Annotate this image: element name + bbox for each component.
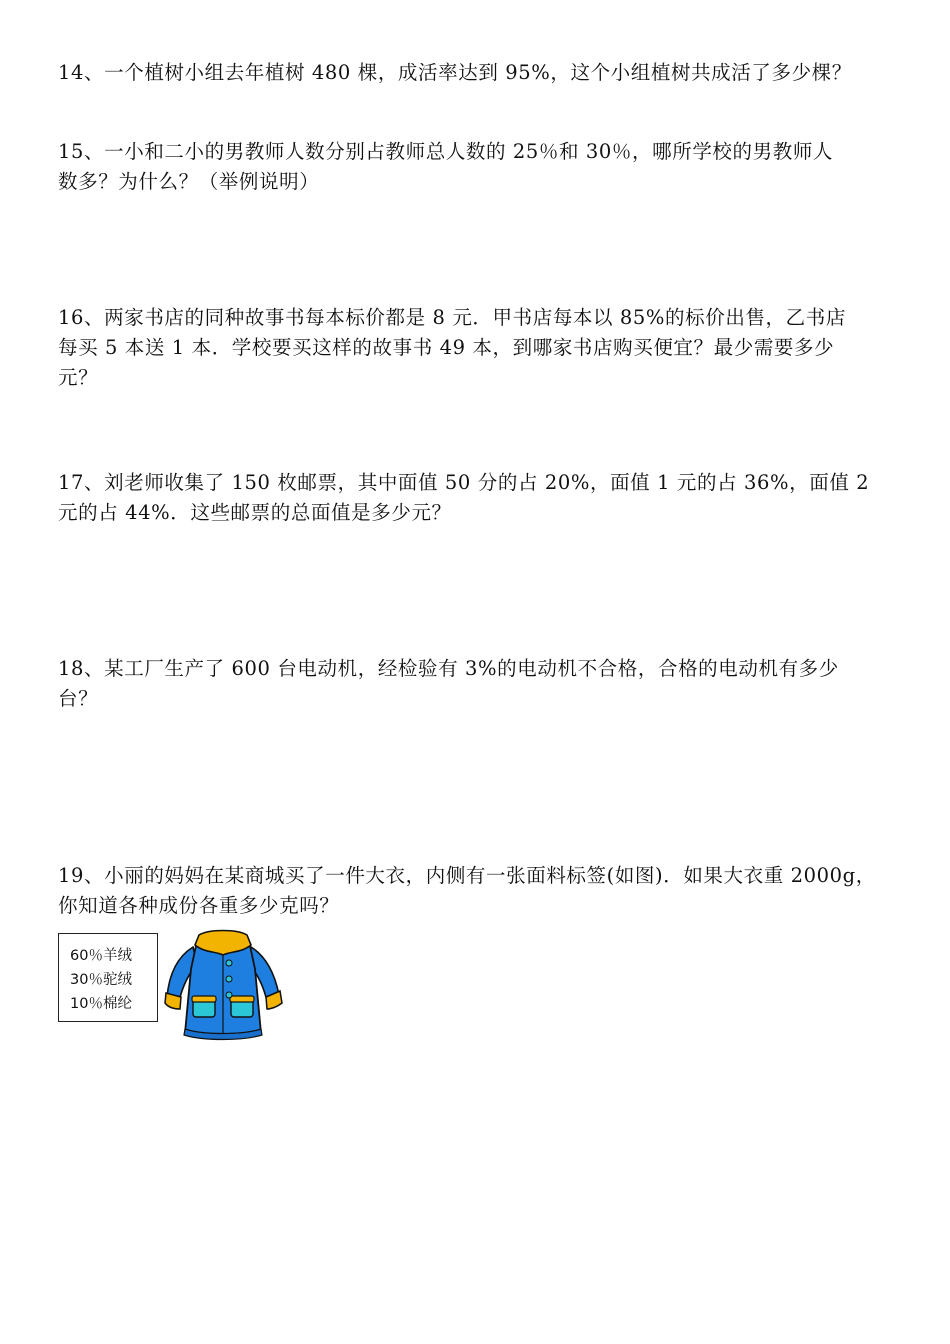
problem-14-line-1: 14、一个植树小组去年植树 480 棵，成活率达到 95%，这个小组植树共成活了多少棵？ xyxy=(58,61,852,84)
problem-17-line-1: 17、刘老师收集了 150 枚邮票，其中面值 50 分的占 20%，面值 1 元的占 36%，面值 2 xyxy=(58,471,870,494)
fabric-label-row-camel: 30％驼绒 xyxy=(70,972,132,988)
problem-18-line-2: 台？ xyxy=(58,687,99,710)
problem-16-line-2: 每买 5 本送 1 本．学校要买这样的故事书 49 本，到哪家书店购买便宜？最少需要多少 xyxy=(58,336,835,359)
problem-18 xyxy=(58,654,908,714)
problem-15 xyxy=(58,137,908,197)
problem-17 xyxy=(58,468,908,528)
coat-button-1 xyxy=(226,960,232,966)
problem-19-line-1: 19、小丽的妈妈在某商城买了一件大衣，内侧有一张面料标签(如图)．如果大衣重 2000g， xyxy=(58,864,876,887)
problem-19 xyxy=(58,861,908,921)
problem-16 xyxy=(58,303,908,393)
coat-right-pocket-flap xyxy=(230,996,254,1002)
coat-icon xyxy=(163,925,283,1041)
problem-17-line-2: 元的占 44%．这些邮票的总面值是多少元？ xyxy=(58,501,452,524)
fabric-label-row-nylon: 10％棉纶 xyxy=(70,996,132,1012)
problem-15-line-1: 15、一小和二小的男教师人数分别占教师总人数的 25％和 30％，哪所学校的男教师人 xyxy=(58,140,834,163)
problem-18-line-1: 18、某工厂生产了 600 台电动机，经检验有 3%的电动机不合格，合格的电动机有多少 xyxy=(58,657,839,680)
coat-button-3 xyxy=(226,992,232,998)
problem-16-line-3: 元？ xyxy=(58,366,99,389)
coat-button-2 xyxy=(226,976,232,982)
problem-14 xyxy=(58,58,908,88)
problem-16-line-1: 16、两家书店的同种故事书每本标价都是 8 元．甲书店每本以 85%的标价出售，乙书店 xyxy=(58,306,846,329)
problem-15-line-2: 数多？为什么？（举例说明） xyxy=(58,170,320,193)
coat-left-pocket-flap xyxy=(192,996,216,1002)
problem-19-line-2: 你知道各种成份各重多少克吗？ xyxy=(58,894,340,917)
fabric-label-row-cashmere: 60％羊绒 xyxy=(70,948,132,964)
fabric-label-box xyxy=(58,933,158,1022)
